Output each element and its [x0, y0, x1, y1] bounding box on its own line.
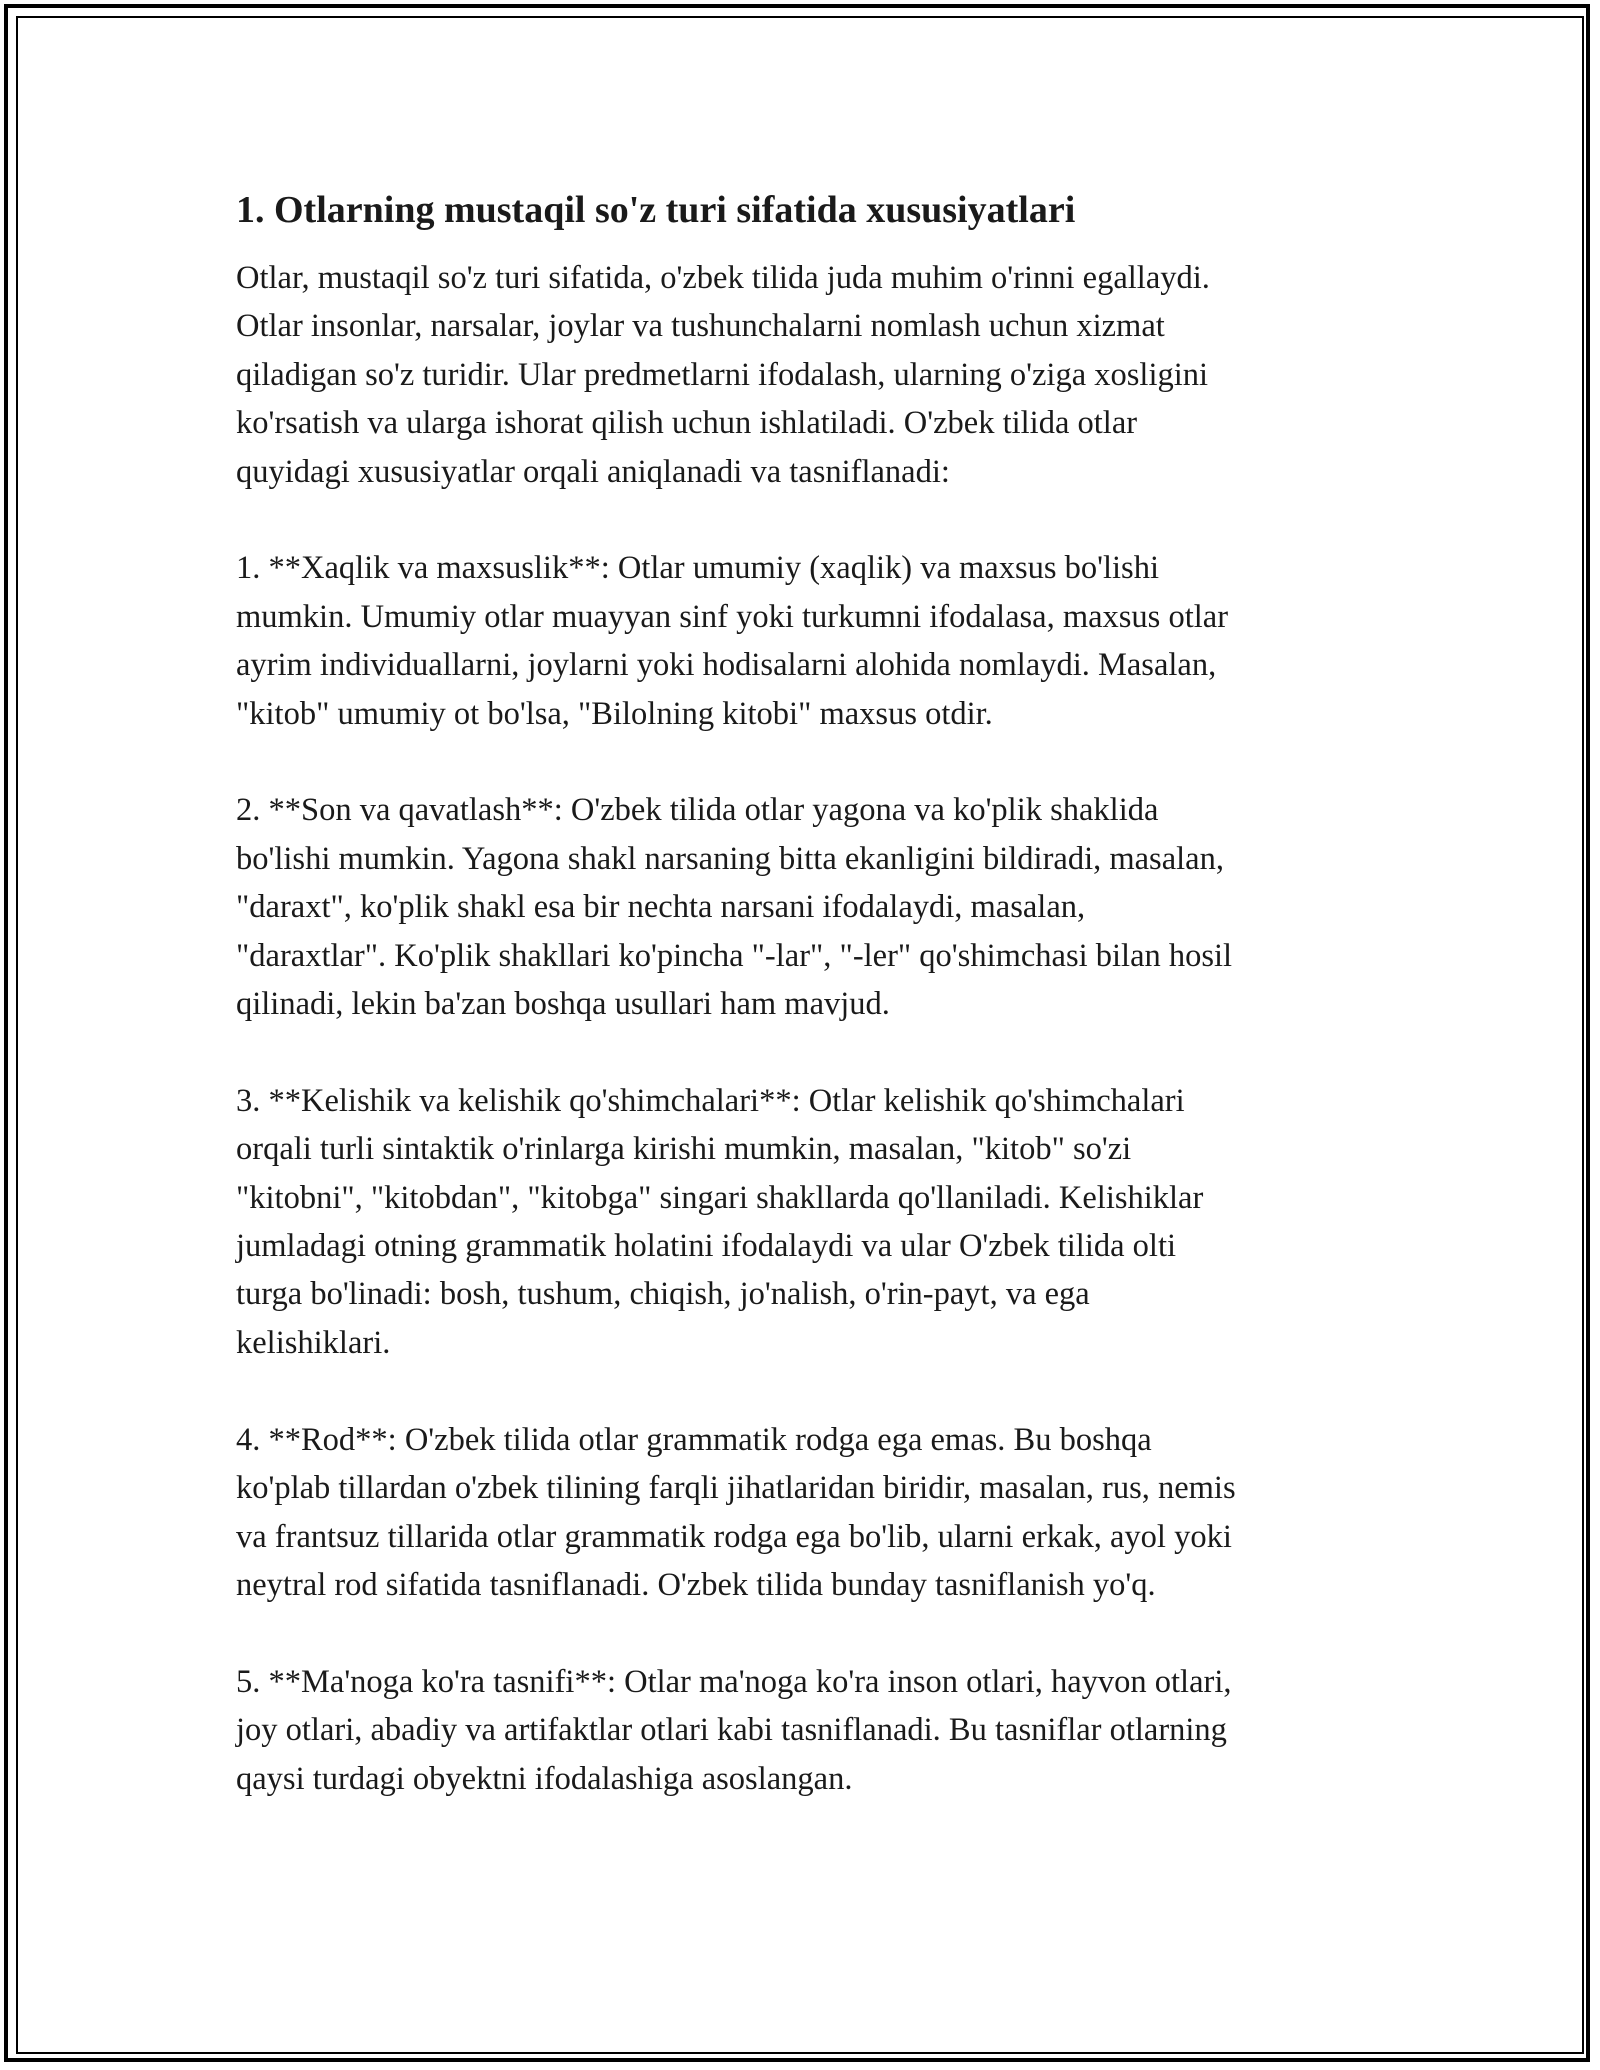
text-line: 5. **Ma'noga ko'ra tasnifi**: Otlar ma'noga ko'ra inson otlari, hayvon otlari, [236, 1663, 1232, 1700]
text-line: "daraxtlar". Ko'plik shakllari ko'pincha "-lar", "-ler" qo'shimchasi bilan hosil [236, 937, 1233, 974]
text-line: 3. **Kelishik va kelishik qo'shimchalari**: Otlar kelishik qo'shimchalari [236, 1082, 1185, 1119]
text-line: quyidagi xususiyatlar orqali aniqlanadi va tasniflanadi: [236, 453, 950, 490]
text-line: mumkin. Umumiy otlar muayyan sinf yoki turkumni ifodalasa, maxsus otlar [236, 598, 1229, 635]
text-line: jumladagi otning grammatik holatini ifodalaydi va ular O'zbek tilida olti [236, 1228, 1177, 1265]
paragraph-item-2 [236, 786, 1406, 1028]
text-line: Otlar insonlar, narsalar, joylar va tushunchalarni nomlash uchun xizmat [236, 308, 1165, 345]
text-line: joy otlari, abadiy va artifaktlar otlari kabi tasniflanadi. Bu tasniflar otlarning [236, 1712, 1227, 1749]
text-line: 4. **Rod**: O'zbek tilida otlar grammatik rodga ega emas. Bu boshqa [236, 1421, 1152, 1458]
document-body [236, 186, 1406, 1851]
paragraph-item-4 [236, 1416, 1406, 1610]
text-line: bo'lishi mumkin. Yagona shakl narsaning bitta ekanligini bildiradi, masalan, [236, 840, 1224, 877]
paragraph-item-1 [236, 544, 1406, 738]
paragraph-intro [236, 254, 1406, 496]
document-title: 1. Otlarning mustaqil so'z turi sifatida xususiyatlari [236, 189, 1076, 231]
text-line: 2. **Son va qavatlash**: O'zbek tilida otlar yagona va ko'plik shaklida [236, 792, 1159, 829]
text-line: qaysi turdagi obyektni ifodalashiga asoslangan. [236, 1760, 853, 1797]
text-line: "kitobni", "kitobdan", "kitobga" singari shakllarda qo'llaniladi. Kelishiklar [236, 1179, 1204, 1216]
text-line: "kitob" umumiy ot bo'lsa, "Bilolning kitobi" maxsus otdir. [236, 695, 993, 732]
text-line: orqali turli sintaktik o'rinlarga kirishi mumkin, masalan, "kitob" so'zi [236, 1131, 1132, 1168]
text-line: neytral rod sifatida tasniflanadi. O'zbek tilida bunday tasniflanish yo'q. [236, 1566, 1156, 1603]
text-line: turga bo'linadi: bosh, tushum, chiqish, jo'nalish, o'rin-payt, va ega [236, 1276, 1090, 1313]
text-line: 1. **Xaqlik va maxsuslik**: Otlar umumiy (xaqlik) va maxsus bo'lishi [236, 550, 1159, 587]
text-line: ayrim individuallarni, joylarni yoki hodisalarni alohida nomlaydi. Masalan, [236, 647, 1217, 684]
text-line: qilinadi, lekin ba'zan boshqa usullari ham mavjud. [236, 986, 890, 1023]
text-line: qiladigan so'z turidir. Ular predmetlarni ifodalash, ularning o'ziga xosligini [236, 356, 1209, 393]
text-line: "daraxt", ko'plik shakl esa bir nechta narsani ifodalaydi, masalan, [236, 889, 1086, 926]
text-line: ko'plab tillardan o'zbek tilining farqli jihatlaridan biridir, masalan, rus, nemis [236, 1470, 1236, 1507]
text-line: ko'rsatish va ularga ishorat qilish uchun ishlatiladi. O'zbek tilida otlar [236, 405, 1138, 442]
text-line: Otlar, mustaqil so'z turi sifatida, o'zbek tilida juda muhim o'rinni egallaydi. [236, 260, 1210, 296]
paragraph-item-5 [236, 1658, 1406, 1803]
text-line: va frantsuz tillarida otlar grammatik rodga ega bo'lib, ularni erkak, ayol yoki [236, 1518, 1232, 1555]
text-line: kelishiklari. [236, 1324, 391, 1361]
paragraph-item-3 [236, 1077, 1406, 1367]
